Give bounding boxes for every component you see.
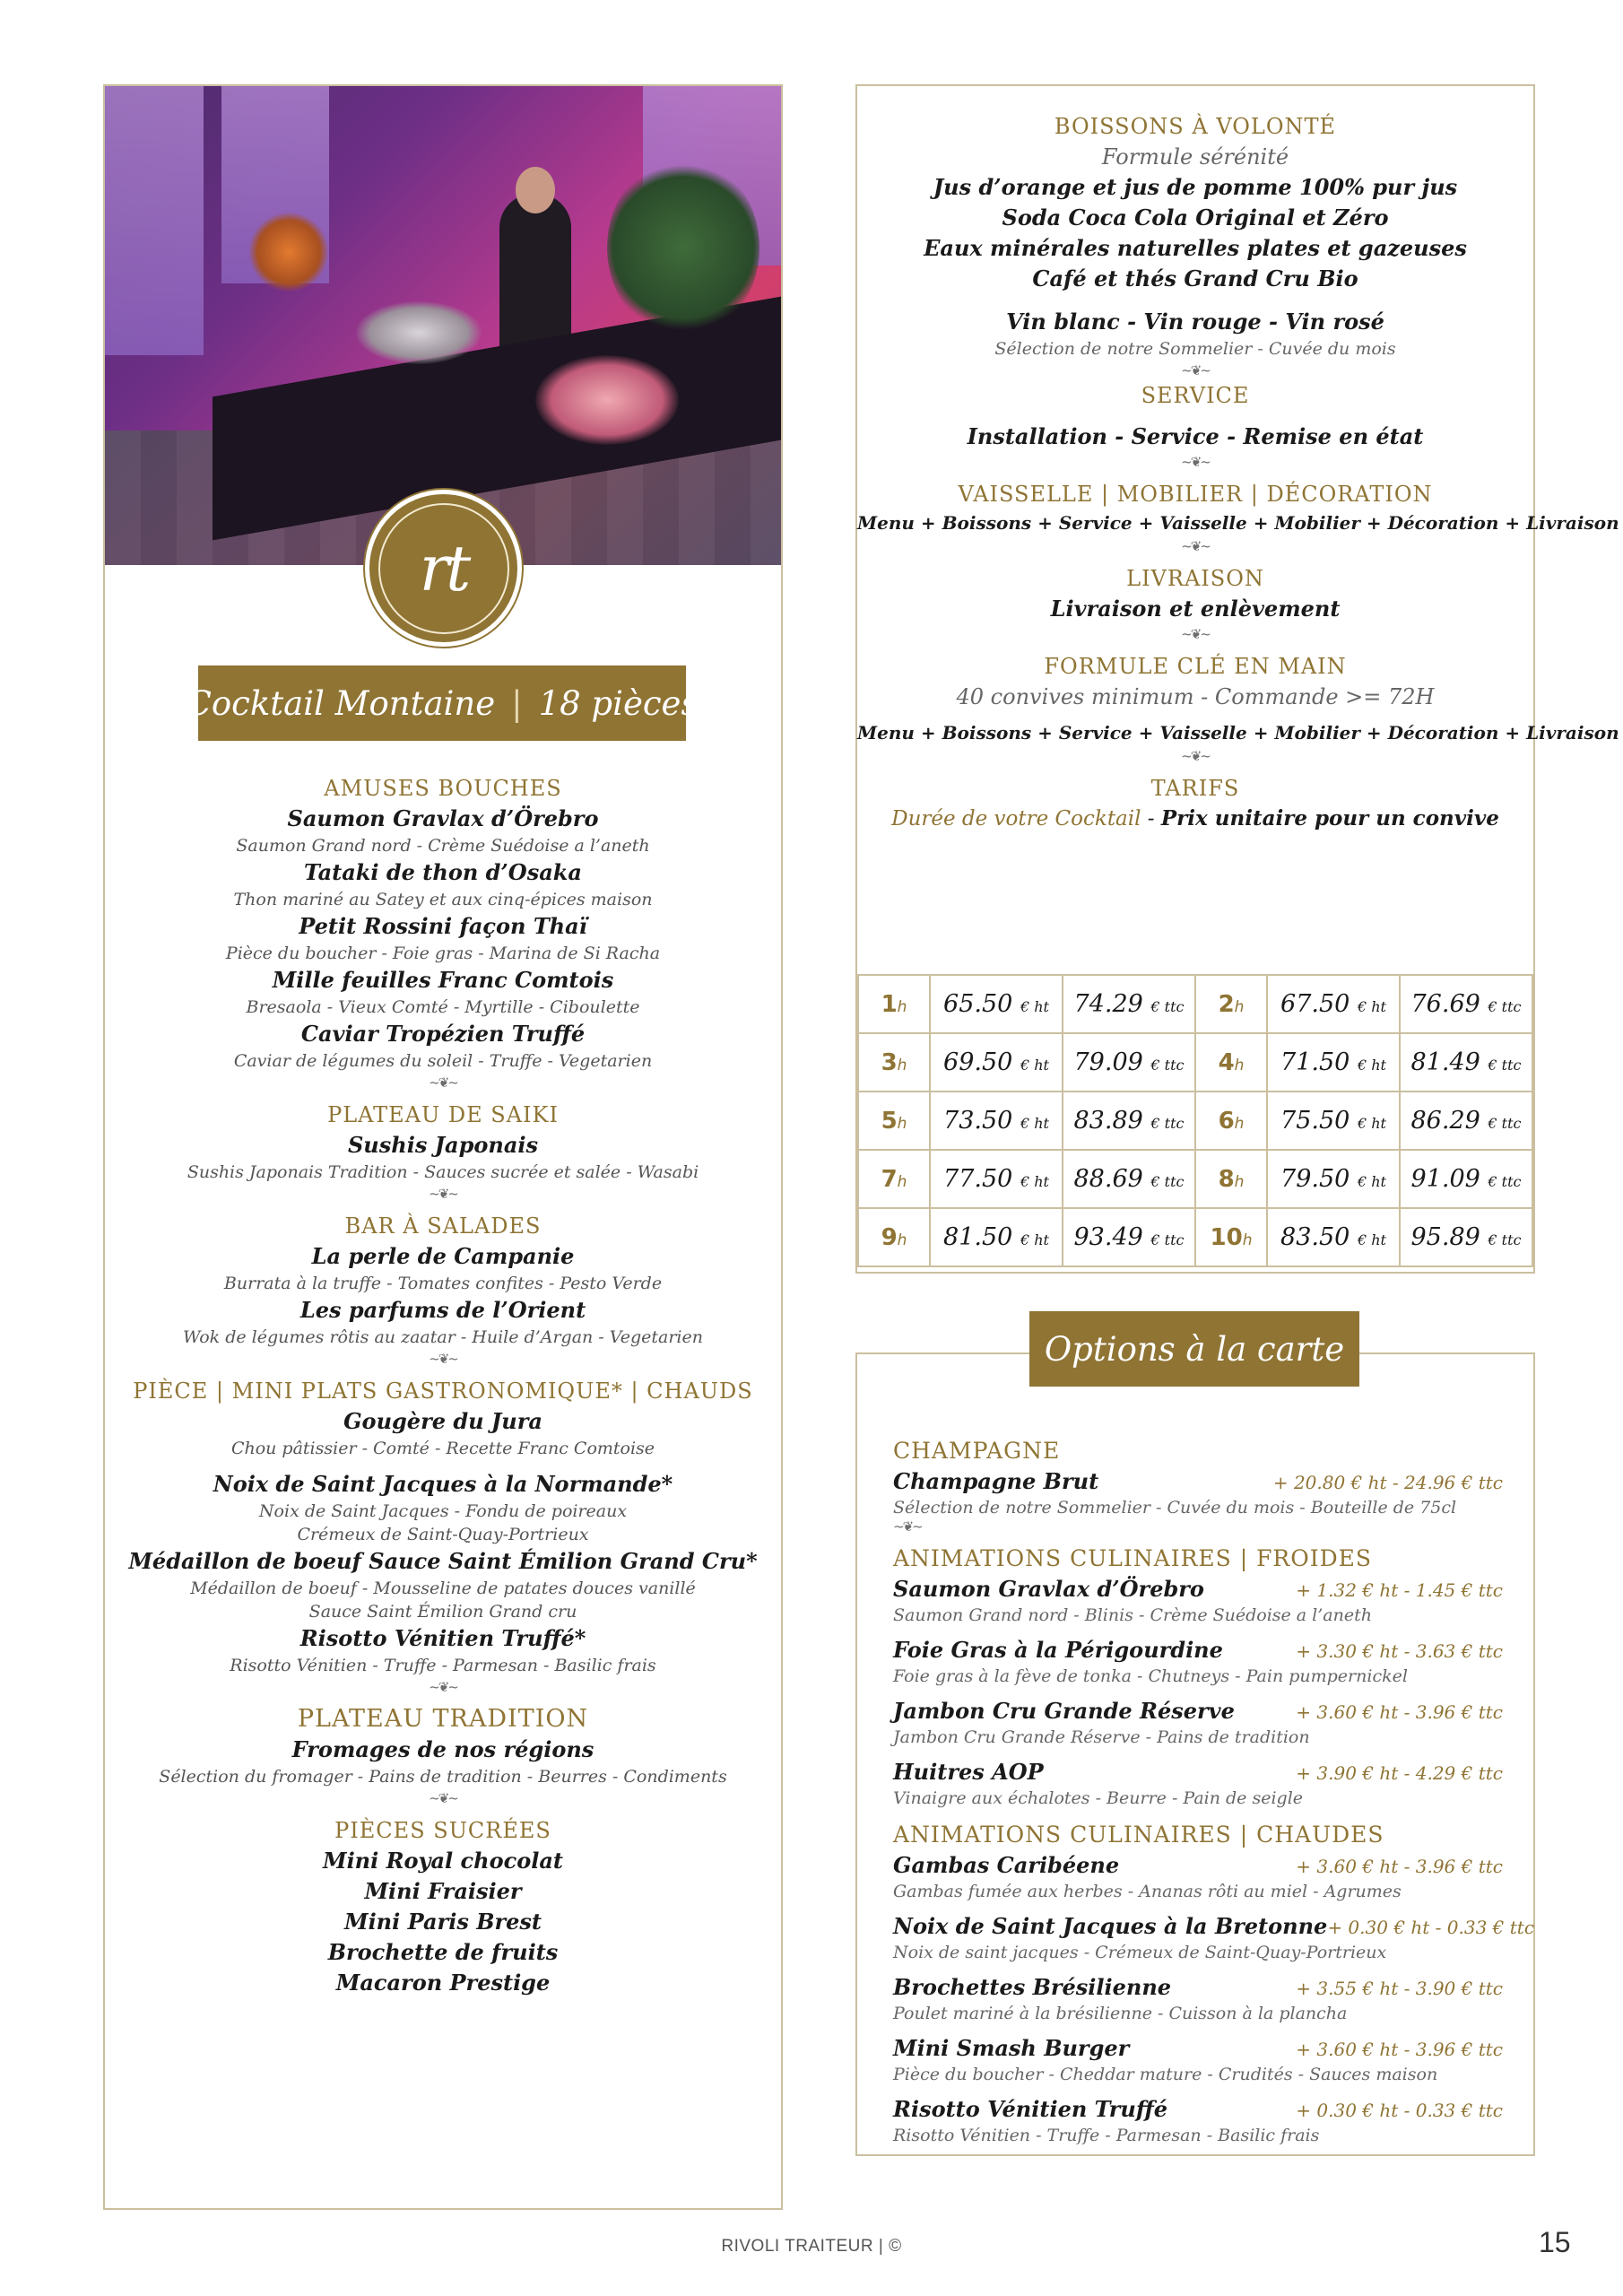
ornament-icon: ~❦~	[429, 1679, 457, 1695]
option-desc: Jambon Cru Grande Réserve - Pains de tradition	[893, 1727, 1310, 1747]
formule-text: Menu + Boissons + Service + Vaisselle + Mobilier + Décoration + Livraison	[857, 722, 1619, 744]
hour-unit: h	[897, 1056, 907, 1074]
duration-cell	[858, 975, 930, 1033]
ornament-icon: ~❦~	[429, 1790, 457, 1806]
ornament-icon: ~❦~	[429, 1186, 457, 1202]
price-ttc-cell	[1400, 1208, 1532, 1266]
menu-item-desc: Saumon Grand nord - Crème Suédoise a l’aneth	[236, 836, 650, 856]
service-text: Installation - Service - Remise en état	[967, 423, 1424, 449]
duration-cell	[1195, 1091, 1267, 1150]
duration-hours: 1	[881, 990, 898, 1018]
option-desc: Saumon Grand nord - Blinis - Crème Suédoise a l’aneth	[893, 1605, 1372, 1625]
price-ttc: 93.49	[1073, 1223, 1143, 1251]
menu-item-desc: Sushis Japonais Tradition - Sauces sucrée et salée - Wasabi	[187, 1162, 699, 1182]
price-ttc-cell	[1400, 1150, 1532, 1208]
wine-line: Vin blanc - Vin rouge - Vin rosé	[1006, 309, 1384, 335]
option-price: + 0.30 € ht - 0.33 € ttc	[1327, 1917, 1535, 1938]
hour-unit: h	[1234, 1172, 1245, 1191]
duration-hours: 2	[1218, 990, 1235, 1018]
ht-unit: € ht	[1020, 1173, 1049, 1190]
wine-desc: Sélection de notre Sommelier - Cuvée du mois	[994, 339, 1396, 359]
price-ht: 77.50	[943, 1165, 1013, 1193]
option-name: Gambas Caribéene	[893, 1852, 1120, 1878]
price-ht: 75.50	[1280, 1107, 1350, 1135]
livraison-text: Livraison et enlèvement	[1050, 596, 1341, 622]
cocktail-title: Cocktail Montaine	[186, 683, 496, 723]
menu-item-desc: Bresaola - Vieux Comté - Myrtille - Ciboulette	[246, 997, 640, 1017]
menu-item-title: Gougère du Jura	[343, 1408, 542, 1434]
menu-item-title: Mille feuilles Franc Comtois	[272, 967, 614, 993]
price-ttc-cell	[1063, 1091, 1195, 1150]
hour-unit: h	[1234, 1056, 1245, 1074]
option-desc: Sélection de notre Sommelier - Cuvée du mois - Bouteille de 75cl	[893, 1498, 1457, 1518]
price-row	[858, 1091, 1532, 1150]
duration-cell	[858, 1150, 930, 1208]
duration-hours: 8	[1218, 1165, 1235, 1193]
price-row	[858, 1150, 1532, 1208]
page-number: 15	[1539, 2226, 1571, 2258]
formule-heading: FORMULE CLÉ EN MAIN	[1044, 654, 1347, 679]
option-row	[893, 2095, 1503, 2124]
menu-item-title: Mini Royal chocolat	[323, 1848, 563, 1874]
price-ttc-cell	[1063, 1150, 1195, 1208]
section-heading: PLATEAU TRADITION	[297, 1705, 589, 1733]
ttc-unit: € ttc	[1150, 998, 1185, 1015]
section-heading: BAR À SALADES	[344, 1213, 542, 1239]
options-section-heading: ANIMATIONS CULINAIRES | CHAUDES	[893, 1822, 1384, 1848]
menu-item-desc: Thon mariné au Satey et aux cinq-épices maison	[233, 890, 653, 909]
option-desc: Noix de saint jacques - Crémeux de Saint-Quay-Portrieux	[893, 1943, 1387, 1962]
menu-item-desc: Caviar de légumes du soleil - Truffe - Vegetarien	[233, 1051, 653, 1071]
tarifs-dash: -	[1147, 807, 1155, 831]
cocktail-pieces: 18 pièces	[538, 683, 699, 723]
menu-item-title: Médaillon de boeuf Sauce Saint Émilion Grand Cru*	[128, 1548, 758, 1574]
section-heading: AMUSES BOUCHES	[324, 776, 562, 801]
boissons-heading: BOISSONS À VOLONTÉ	[1054, 114, 1337, 139]
menu-item-title: Fromages de nos régions	[291, 1736, 595, 1762]
platter-decor	[356, 301, 482, 364]
ttc-unit: € ttc	[1488, 1173, 1522, 1190]
service-heading: SERVICE	[1141, 383, 1250, 408]
price-ht: 83.50	[1280, 1223, 1350, 1251]
duration-hours: 4	[1218, 1048, 1235, 1076]
price-ht: 65.50	[943, 990, 1013, 1018]
price-ht-cell	[1267, 1033, 1400, 1091]
menu-item-desc: Burrata à la truffe - Tomates confites - Pesto Verde	[223, 1274, 663, 1293]
price-ttc-cell	[1400, 1091, 1532, 1150]
option-price: + 0.30 € ht - 0.33 € ttc	[1296, 2100, 1503, 2121]
price-ttc: 83.89	[1073, 1107, 1143, 1135]
vaisselle-heading: VAISSELLE | MOBILIER | DÉCORATION	[958, 482, 1433, 507]
duration-hours: 9	[881, 1223, 898, 1251]
price-ttc: 74.29	[1073, 990, 1143, 1018]
menu-item-title: Macaron Prestige	[335, 1970, 551, 1996]
menu-item-desc: Pièce du boucher - Foie gras - Marina de Si Racha	[225, 944, 661, 963]
menu-item-desc: Wok de légumes rôtis au zaatar - Huile d’Argan - Vegetarien	[183, 1327, 703, 1347]
option-price: + 1.32 € ht - 1.45 € ttc	[1296, 1579, 1503, 1601]
menu-item-title: Brochette de fruits	[327, 1939, 559, 1965]
option-desc: Foie gras à la fève de tonka - Chutneys - Pain pumpernickel	[893, 1666, 1408, 1686]
option-desc: Pièce du boucher - Cheddar mature - Crudités - Sauces maison	[893, 2065, 1438, 2084]
ht-unit: € ht	[1357, 1173, 1386, 1190]
ht-unit: € ht	[1357, 998, 1386, 1015]
ht-unit: € ht	[1020, 1115, 1049, 1132]
tarifs-unit-label: Prix unitaire pour un convive	[1160, 806, 1499, 831]
option-name: Saumon Gravlax d’Örebro	[893, 1576, 1204, 1602]
price-ht-cell	[930, 1208, 1063, 1266]
section-heading: PIÈCE | MINI PLATS GASTRONOMIQUE* | CHAUDS	[133, 1378, 753, 1404]
section-heading: PLATEAU DE SAIKI	[327, 1102, 559, 1127]
options-section-heading: ANIMATIONS CULINAIRES | FROIDES	[893, 1545, 1373, 1571]
ttc-unit: € ttc	[1150, 1115, 1185, 1132]
options-section-heading: CHAMPAGNE	[893, 1438, 1061, 1464]
ttc-unit: € ttc	[1488, 1115, 1522, 1132]
menu-item-desc: Crémeux de Saint-Quay-Portrieux	[297, 1525, 589, 1544]
hour-unit: h	[1234, 997, 1245, 1016]
price-ttc: 79.09	[1073, 1048, 1143, 1076]
plant-decor	[607, 158, 759, 337]
option-name: Champagne Brut	[893, 1468, 1099, 1494]
ornament-icon: ~❦~	[429, 1074, 457, 1091]
price-ttc-cell	[1063, 1033, 1195, 1091]
ornament-icon: ~❦~	[1181, 454, 1210, 470]
price-row	[858, 1033, 1532, 1091]
tarifs-heading: TARIFS	[1150, 776, 1240, 801]
cocktail-panel	[103, 84, 783, 2210]
price-ht-cell	[930, 1091, 1063, 1150]
menu-item-title: Mini Paris Brest	[344, 1909, 542, 1935]
tarifs-duration-label: Durée de votre Cocktail	[891, 807, 1141, 831]
flower-decor	[248, 212, 329, 292]
ttc-unit: € ttc	[1488, 998, 1522, 1015]
duration-cell	[1195, 1150, 1267, 1208]
options-title-banner	[1029, 1311, 1359, 1387]
option-price: + 3.60 € ht - 3.96 € ttc	[1296, 2039, 1503, 2060]
ornament-icon: ~❦~	[893, 1518, 922, 1535]
hour-unit: h	[1242, 1231, 1253, 1249]
option-desc: Poulet mariné à la brésilienne - Cuisson à la plancha	[893, 2004, 1348, 2023]
duration-hours: 3	[881, 1048, 898, 1076]
price-ht-cell	[1267, 1208, 1400, 1266]
menu-item-title: Sushis Japonais	[347, 1132, 539, 1158]
price-ttc: 91.09	[1410, 1165, 1480, 1193]
menu-item-title: Petit Rossini façon Thaï	[299, 913, 587, 939]
hour-unit: h	[897, 1114, 907, 1133]
hour-unit: h	[1234, 1114, 1245, 1133]
formule-subtitle: 40 convives minimum - Commande >= 72H	[956, 684, 1435, 709]
duration-hours: 7	[881, 1165, 898, 1193]
menu-item-title: Tataki de thon d’Osaka	[304, 859, 582, 885]
menu-item-desc: Médaillon de boeuf - Mousseline de patates douces vanillé	[190, 1578, 696, 1598]
section-heading: PIÈCES SUCRÉES	[334, 1818, 551, 1843]
livraison-heading: LIVRAISON	[1126, 566, 1264, 591]
option-price: + 3.60 € ht - 3.96 € ttc	[1296, 1701, 1503, 1723]
duration-hours: 6	[1218, 1107, 1235, 1135]
ornament-icon: ~❦~	[1181, 538, 1210, 554]
ht-unit: € ht	[1357, 1057, 1386, 1074]
option-row	[893, 1973, 1503, 2002]
platter-decor	[535, 355, 679, 445]
price-ht: 69.50	[943, 1048, 1013, 1076]
option-name: Foie Gras à la Périgourdine	[893, 1637, 1223, 1663]
price-ttc-cell	[1400, 975, 1532, 1033]
waiter-head	[516, 167, 555, 213]
option-row	[893, 1575, 1503, 1604]
option-price: + 3.30 € ht - 3.63 € ttc	[1296, 1640, 1503, 1662]
ht-unit: € ht	[1357, 1115, 1386, 1132]
option-name: Huitres AOP	[893, 1759, 1044, 1785]
option-row	[893, 2034, 1503, 2063]
hour-unit: h	[897, 1231, 907, 1249]
option-price: + 3.90 € ht - 4.29 € ttc	[1296, 1762, 1503, 1784]
price-ttc: 76.69	[1410, 990, 1480, 1018]
ornament-icon: ~❦~	[1181, 748, 1210, 764]
menu-item-title: Noix de Saint Jacques à la Normande*	[213, 1471, 673, 1497]
ht-unit: € ht	[1020, 998, 1049, 1015]
price-row	[858, 1208, 1532, 1266]
ttc-unit: € ttc	[1150, 1173, 1185, 1190]
banner-separator: |	[511, 683, 523, 723]
price-ht-cell	[930, 1150, 1063, 1208]
price-ht: 79.50	[1280, 1165, 1350, 1193]
menu-item-title: Les parfums de l’Orient	[299, 1297, 586, 1323]
option-desc: Gambas fumée aux herbes - Ananas rôti au miel - Agrumes	[893, 1882, 1402, 1901]
menu-item-title: Mini Fraisier	[364, 1878, 522, 1904]
price-ht: 81.50	[943, 1223, 1013, 1251]
options-title: Options à la carte	[1044, 1329, 1345, 1369]
duration-cell	[1195, 1033, 1267, 1091]
duration-cell	[1195, 975, 1267, 1033]
tarifs-caption	[857, 804, 1533, 834]
boissons-line: Eaux minérales naturelles plates et gazeuses	[924, 235, 1467, 261]
option-price: + 20.80 € ht - 24.96 € ttc	[1272, 1472, 1503, 1493]
price-ht-cell	[1267, 1150, 1400, 1208]
boissons-subtitle: Formule sérénité	[1101, 144, 1289, 170]
footer-copyright: RIVOLI TRAITEUR | ©	[721, 2237, 902, 2256]
option-price: + 3.60 € ht - 3.96 € ttc	[1296, 1856, 1503, 1877]
ht-unit: € ht	[1020, 1231, 1049, 1248]
menu-item-desc: Sauce Saint Émilion Grand cru	[308, 1602, 577, 1622]
price-ttc-cell	[1400, 1033, 1532, 1091]
price-row	[858, 975, 1532, 1033]
price-ttc: 88.69	[1073, 1165, 1143, 1193]
menu-item-title: La perle de Campanie	[311, 1243, 575, 1269]
option-desc: Vinaigre aux échalotes - Beurre - Pain de seigle	[893, 1788, 1304, 1808]
option-row	[893, 1912, 1535, 1941]
menu-item-desc: Sélection du fromager - Pains de tradition - Beurres - Condiments	[159, 1767, 727, 1787]
duration-cell	[858, 1091, 930, 1150]
menu-item-desc: Noix de Saint Jacques - Fondu de poireaux	[258, 1501, 628, 1521]
ttc-unit: € ttc	[1150, 1231, 1185, 1248]
ttc-unit: € ttc	[1488, 1057, 1522, 1074]
price-ht: 67.50	[1280, 990, 1350, 1018]
options-panel	[855, 1352, 1535, 2156]
boissons-line: Café et thés Grand Cru Bio	[1032, 265, 1358, 291]
price-ht-cell	[930, 975, 1063, 1033]
ht-unit: € ht	[1357, 1231, 1386, 1248]
option-name: Mini Smash Burger	[893, 2035, 1130, 2061]
option-name: Noix de Saint Jacques à la Bretonne	[893, 1913, 1328, 1939]
ttc-unit: € ttc	[1488, 1231, 1522, 1248]
option-row	[893, 1467, 1503, 1496]
ornament-icon: ~❦~	[429, 1351, 457, 1367]
price-ht-cell	[1267, 1091, 1400, 1150]
price-ht-cell	[930, 1033, 1063, 1091]
option-name: Jambon Cru Grande Réserve	[893, 1698, 1235, 1724]
logo-text: rt	[419, 531, 468, 605]
price-ttc: 86.29	[1410, 1107, 1480, 1135]
price-ttc: 95.89	[1410, 1223, 1480, 1251]
rt-logo	[365, 490, 522, 647]
option-row	[893, 1758, 1503, 1787]
cocktail-menu	[105, 766, 781, 1998]
menu-item-desc: Chou pâtissier - Comté - Recette Franc Comtoise	[230, 1439, 655, 1458]
menu-item-title: Caviar Tropézien Truffé	[300, 1021, 586, 1047]
cocktail-title-banner	[186, 665, 699, 741]
duration-hours: 10	[1210, 1223, 1243, 1251]
menu-item-desc: Risotto Vénitien - Truffe - Parmesan - Basilic frais	[230, 1656, 656, 1675]
option-name: Risotto Vénitien Truffé	[893, 2096, 1167, 2122]
duration-hours: 5	[881, 1107, 898, 1135]
option-name: Brochettes Brésilienne	[893, 1974, 1172, 2000]
price-ttc-cell	[1063, 975, 1195, 1033]
menu-item-title: Risotto Vénitien Truffé*	[299, 1625, 586, 1651]
duration-cell	[858, 1208, 930, 1266]
price-table	[857, 974, 1533, 1267]
ttc-unit: € ttc	[1150, 1057, 1185, 1074]
option-desc: Risotto Vénitien - Truffe - Parmesan - Basilic frais	[893, 2126, 1320, 2145]
duration-cell	[858, 1033, 930, 1091]
spacer	[105, 1460, 781, 1469]
window-decor	[105, 86, 204, 355]
price-ttc: 81.49	[1410, 1048, 1480, 1076]
option-price: + 3.55 € ht - 3.90 € ttc	[1296, 1978, 1503, 1999]
ornament-icon: ~❦~	[1181, 626, 1210, 642]
boissons-line: Jus d’orange et jus de pomme 100% pur jus	[933, 174, 1458, 200]
option-row	[893, 1636, 1503, 1665]
price-ht: 73.50	[943, 1107, 1013, 1135]
option-row	[893, 1851, 1503, 1880]
options-list	[893, 1426, 1535, 2156]
formula-panel	[855, 84, 1619, 1274]
price-ht-cell	[1267, 975, 1400, 1033]
ht-unit: € ht	[1020, 1057, 1049, 1074]
duration-cell	[1195, 1208, 1267, 1266]
option-row	[893, 1697, 1503, 1726]
boissons-line: Soda Coca Cola Original et Zéro	[1002, 204, 1389, 230]
price-ht: 71.50	[1280, 1048, 1350, 1076]
ornament-icon: ~❦~	[1181, 362, 1210, 378]
vaisselle-text: Menu + Boissons + Service + Vaisselle + Mobilier + Décoration + Livraison	[857, 512, 1619, 534]
hour-unit: h	[897, 997, 907, 1016]
price-ttc-cell	[1063, 1208, 1195, 1266]
hour-unit: h	[897, 1172, 907, 1191]
menu-item-title: Saumon Gravlax d’Örebro	[287, 805, 599, 831]
